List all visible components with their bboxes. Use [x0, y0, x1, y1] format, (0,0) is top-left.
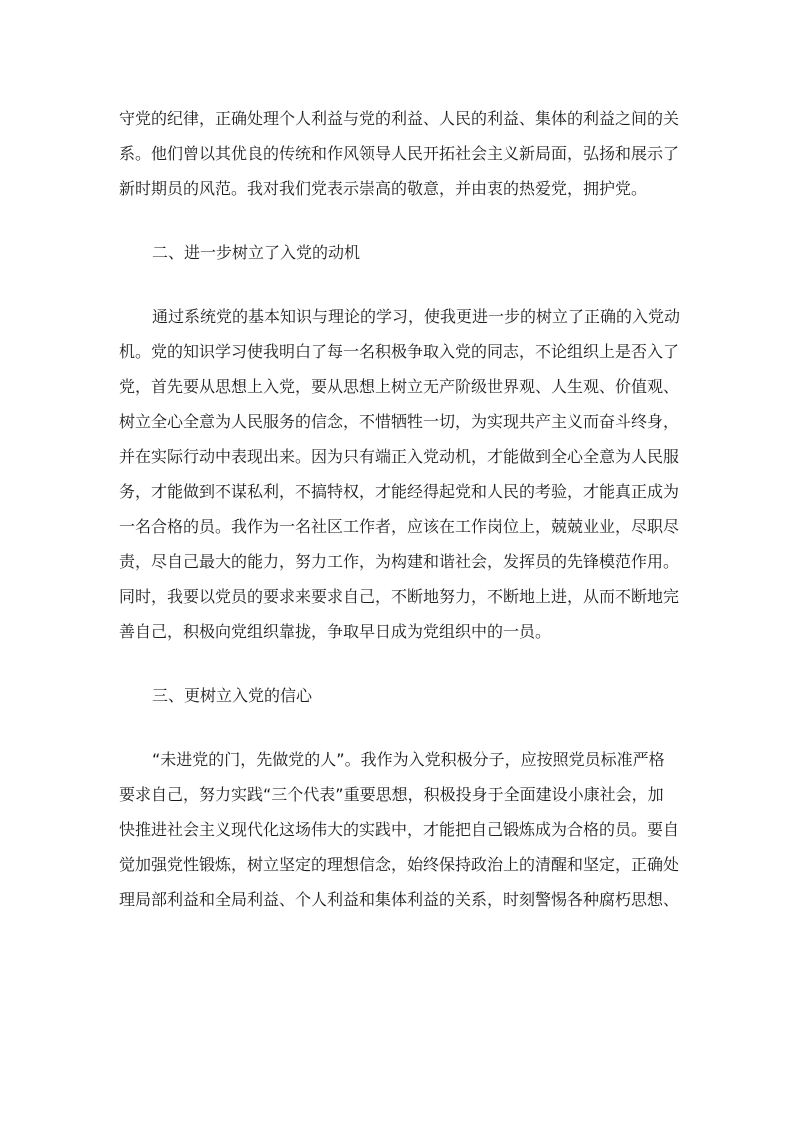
paragraph-line: 善自己，积极向党组织靠拢，争取早日成为党组织中的一员。	[119, 622, 552, 641]
paragraph-line: 一名合格的员。我作为一名社区工作者，应该在工作岗位上，兢兢业业，尽职尽	[119, 517, 680, 536]
paragraph-line: 机。党的知识学习使我明白了每一名积极争取入党的同志，不论组织上是否入了	[119, 342, 680, 361]
paragraph-line: 树立全心全意为人民服务的信念，不惜牺牲一切，为实现共产主义而奋斗终身，	[119, 412, 680, 431]
section-heading: 三、更树立入党的信心	[152, 686, 313, 705]
paragraph-spacer	[119, 206, 679, 235]
paragraph-line: “未进党的门，先做党的人”。我作为入党积极分子，应按照党员标准严格	[152, 750, 665, 769]
paragraph-line: 党，首先要从思想上入党，要从思想上树立无产阶级世界观、人生观、价值观、	[119, 377, 680, 396]
document-body	[119, 101, 679, 917]
paragraph-line: 务，才能做到不谋私利，不搞特权，才能经得起党和人民的考验，才能真正成为	[119, 482, 680, 501]
paragraph-line: 觉加强党性锻炼，树立坚定的理想信念，始终保持政治上的清醒和坚定，正确处	[119, 855, 680, 874]
paragraph-line: 快推进社会主义现代化这场伟大的实践中，才能把自己锻炼成为合格的员。要自	[119, 820, 680, 839]
paragraph-line: 要求自己，努力实践“三个代表”重要思想，积极投身于全面建设小康社会，加	[119, 785, 664, 804]
paragraph-line: 并在实际行动中表现出来。因为只有端正入党动机，才能做到全心全意为人民服	[119, 447, 680, 466]
paragraph-line: 通过系统党的基本知识与理论的学习，使我更进一步的树立了正确的入党动	[152, 307, 681, 326]
paragraph-spacer	[119, 713, 679, 742]
paragraph-line: 责，尽自己最大的能力，努力工作，为构建和谐社会，发挥员的先锋模范作用。	[119, 552, 680, 571]
paragraph-line: 守党的纪律，正确处理个人利益与党的利益、人民的利益、集体的利益之间的关	[119, 109, 680, 128]
paragraph	[119, 742, 679, 917]
paragraph-line: 新时期员的风范。我对我们党表示崇高的敬意，并由衷的热爱党，拥护党。	[119, 179, 648, 198]
paragraph	[119, 299, 679, 649]
paragraph-spacer	[119, 649, 679, 678]
section-heading: 二、进一步树立了入党的动机	[152, 243, 361, 262]
paragraph-line: 同时，我要以党员的要求来要求自己，不断地努力，不断地上进，从而不断地完	[119, 587, 680, 606]
paragraph-line: 理局部利益和全局利益、个人利益和集体利益的关系，时刻警惕各种腐朽思想、	[119, 890, 680, 909]
paragraph-spacer	[119, 270, 679, 299]
paragraph	[119, 101, 679, 206]
paragraph-line: 系。他们曾以其优良的传统和作风领导人民开拓社会主义新局面，弘扬和展示了	[119, 144, 680, 163]
